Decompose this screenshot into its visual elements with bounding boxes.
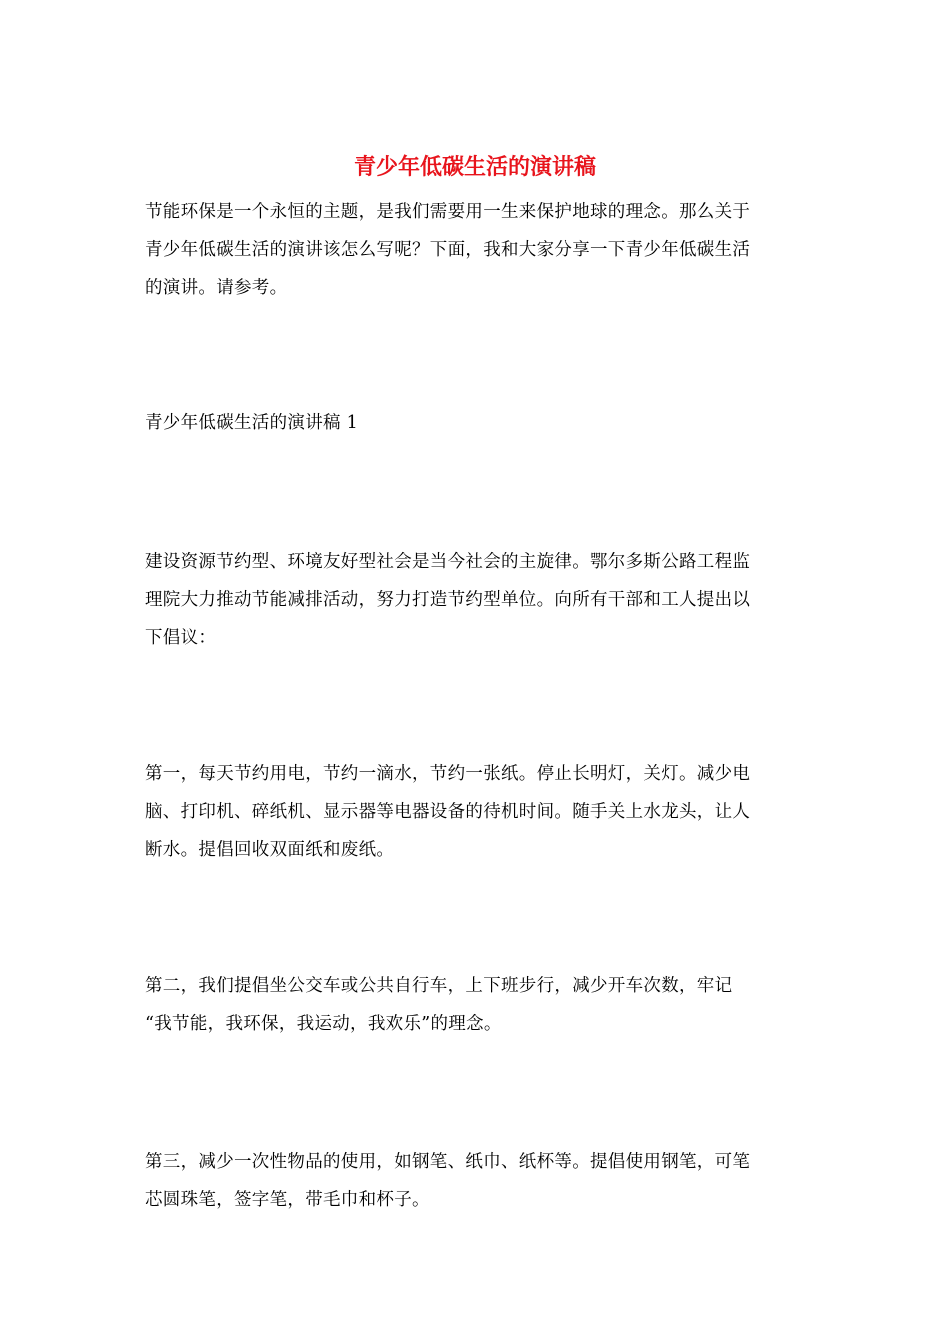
paragraph-line: 第一，每天节约用电，节约一滴水，节约一张纸。停止长明灯，关灯。减少电	[145, 764, 751, 784]
paragraph-line: “我节能，我环保，我运动，我欢乐”的理念。	[145, 1014, 502, 1034]
body-paragraph-3	[145, 967, 805, 1043]
paragraph-line: 理院大力推动节能减排活动，努力打造节约型单位。向所有干部和工人提出以	[145, 590, 751, 610]
paragraph-line: 脑、打印机、碎纸机、显示器等电器设备的待机时间。随手关上水龙头，让人	[145, 802, 751, 822]
paragraph-line: 芯圆珠笔，签字笔，带毛巾和杯子。	[145, 1190, 430, 1210]
paragraph-line: 下倡议：	[145, 628, 217, 648]
intro-line: 的演讲。请参考。	[145, 278, 288, 298]
intro-line: 青少年低碳生活的演讲该怎么写呢？下面，我和大家分享一下青少年低碳生活	[145, 240, 751, 260]
document-title: 青少年低碳生活的演讲稿	[353, 155, 596, 180]
body-paragraph-4	[145, 1143, 805, 1219]
section-heading	[145, 404, 805, 442]
intro-paragraph	[145, 193, 805, 307]
paragraph-line: 建设资源节约型、环境友好型社会是当今社会的主旋律。鄂尔多斯公路工程监	[145, 552, 751, 572]
body-paragraph-2	[145, 755, 805, 869]
body-paragraph-1	[145, 543, 805, 657]
paragraph-line: 第三，减少一次性物品的使用，如钢笔、纸巾、纸杯等。提倡使用钢笔，可笔	[145, 1152, 751, 1172]
paragraph-line: 断水。提倡回收双面纸和废纸。	[145, 840, 395, 860]
section-heading-text: 青少年低碳生活的演讲稿 1	[145, 413, 359, 433]
paragraph-line: 第二，我们提倡坐公交车或公共自行车，上下班步行，减少开车次数，牢记	[145, 976, 733, 996]
intro-line: 节能环保是一个永恒的主题，是我们需要用一生来保护地球的理念。那么关于	[145, 202, 751, 222]
